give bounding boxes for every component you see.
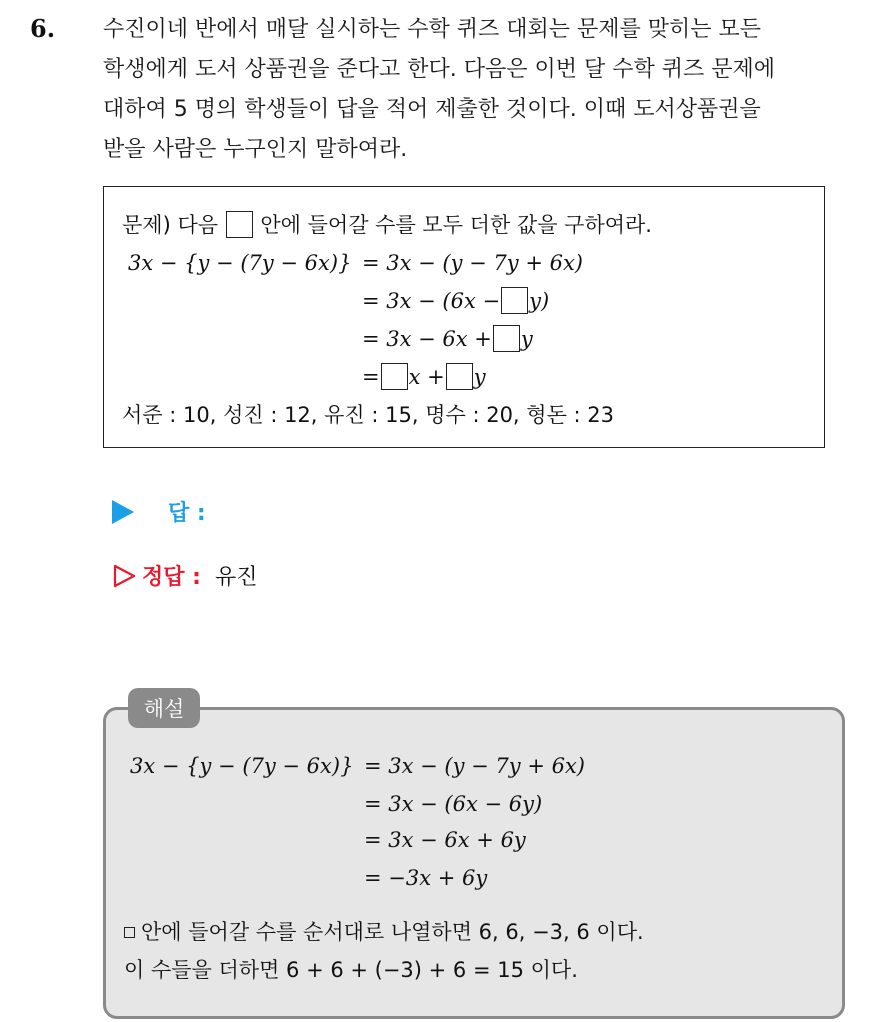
- blank-box-icon: [493, 325, 520, 352]
- correct-answer-row: [112, 560, 257, 591]
- eq2-pre: = 3x − (6x −: [362, 289, 501, 313]
- blank-box-icon: [446, 363, 473, 390]
- question-line: 받을 사람은 누구인지 말하여라.: [103, 137, 408, 162]
- question-text: [103, 10, 873, 170]
- eq3-pre: = 3x − 6x +: [362, 327, 492, 351]
- solution-line-2: 이 수들을 더하면 6 + 6 + (−3) + 6 = 15 이다.: [124, 958, 578, 982]
- blank-box-icon: [381, 363, 408, 390]
- solution-step-1: = 3x − (y − 7y + 6x): [364, 754, 585, 778]
- blank-box-icon: [226, 211, 253, 238]
- solution-box: [103, 707, 845, 1019]
- solution-text-1: 안에 들어갈 수를 순서대로 나열하면 6, 6, −3, 6 이다.: [141, 920, 644, 944]
- student-answers: 서준 : 10, 성진 : 12, 유진 : 15, 명수 : 20, 형돈 : 23: [122, 403, 614, 427]
- solution-line-1: [124, 916, 644, 946]
- play-triangle-icon: [112, 500, 134, 524]
- prompt-after: 안에 들어갈 수를 모두 더한 값을 구하여라.: [260, 213, 652, 237]
- answer-label: 답 :: [168, 501, 206, 526]
- prompt-before: 문제) 다음: [122, 213, 219, 237]
- problem-prompt: [122, 209, 652, 239]
- question-line: 수진이네 반에서 매달 실시하는 수학 퀴즈 대회는 문제를 맞히는 모든: [103, 17, 761, 42]
- eq2-post: y): [529, 289, 550, 313]
- solution-step-3: = 3x − 6x + 6y: [364, 828, 526, 852]
- blank-box-icon: [501, 287, 528, 314]
- question-line: 대하여 5 명의 학생들이 답을 적어 제출한 것이다. 이때 도서상품권을: [103, 97, 761, 122]
- eq4-pre: =: [362, 365, 380, 389]
- equation-step-1: = 3x − (y − 7y + 6x): [362, 251, 583, 275]
- equation-step-3: [362, 325, 533, 352]
- question-number: 6.: [30, 14, 56, 43]
- outline-triangle-icon: [112, 564, 136, 588]
- solution-lhs: 3x − {y − (7y − 6x)}: [130, 754, 354, 778]
- eq4-post: y: [473, 365, 486, 389]
- problem-box: [103, 186, 825, 448]
- equation-step-2: [362, 287, 549, 314]
- solution-tag: 해설: [128, 688, 200, 728]
- eq3-post: y: [520, 327, 533, 351]
- equation-lhs: 3x − {y − (7y − 6x)}: [128, 251, 352, 275]
- small-square-icon: [124, 927, 135, 938]
- correct-value: 유진: [214, 565, 258, 590]
- question-line: 학생에게 도서 상품권을 준다고 한다. 다음은 이번 달 수학 퀴즈 문제에: [103, 57, 775, 82]
- equation-step-4: [362, 363, 486, 390]
- eq4-mid: x +: [408, 365, 445, 389]
- answer-row: [112, 496, 206, 527]
- solution-step-2: = 3x − (6x − 6y): [364, 792, 543, 816]
- correct-label: 정답 :: [142, 565, 201, 590]
- solution-step-4: = −3x + 6y: [364, 866, 488, 890]
